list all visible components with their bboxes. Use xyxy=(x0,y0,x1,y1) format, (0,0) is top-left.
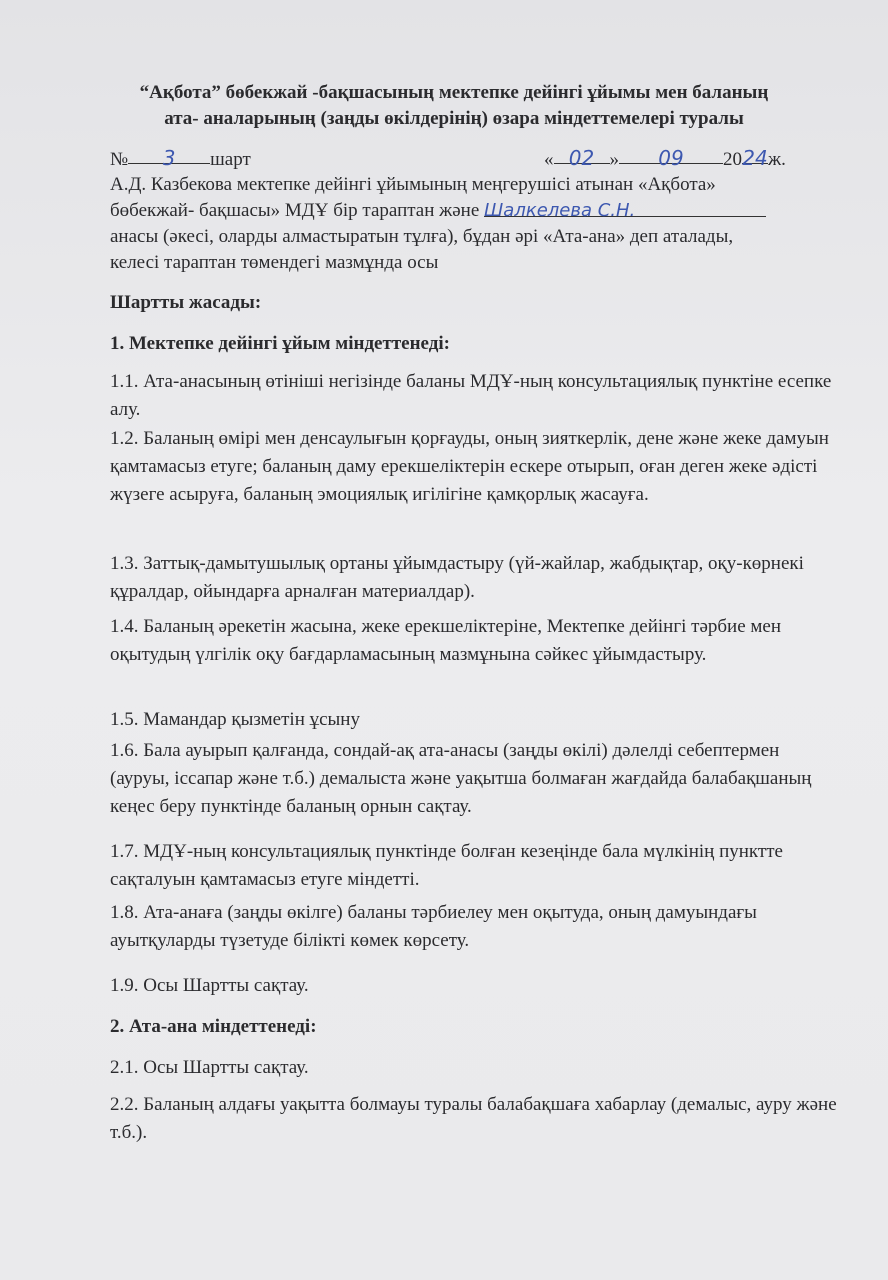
agreement-heading: Шартты жасады: xyxy=(110,292,262,313)
year-handwritten: 24 xyxy=(742,146,768,170)
day-handwritten: 02 xyxy=(568,146,595,170)
month-handwritten: 09 xyxy=(658,146,684,170)
title-line-1: “Ақбота” бөбекжай -бақшасының мектепке дейінгі ұйымы мен баланың xyxy=(139,82,769,103)
contract-number-handwritten: 3 xyxy=(162,146,176,170)
intro-line-4: келесі тараптан төмендегі мазмұнда осы xyxy=(110,252,439,273)
intro-line-1: А.Д. Казбекова мектепке дейінгі ұйымының меңгерушісі атынан «Ақбота» xyxy=(110,174,716,195)
section-1-heading: 1. Мектепке дейінгі ұйым міндеттенеді: xyxy=(110,333,450,354)
parent-name-field xyxy=(484,198,766,221)
month-field xyxy=(619,145,723,170)
year-unit: ж. xyxy=(768,149,786,170)
item-1-5: 1.5. Мамандар қызметін ұсыну xyxy=(110,709,360,730)
item-1-8: 1.8. Ата-анаға (заңды өкілге) баланы тәрбиелеу мен оқытуда, оның дамуындағы ауытқуларды түзетуде білікті көмек көрсету. xyxy=(110,902,757,951)
day-field xyxy=(554,145,610,170)
year-prefix: 20 xyxy=(723,149,742,170)
item-1-1: 1.1. Ата-анасының өтініші негізінде баланы МДҰ-ның консультациялық пунктіне есепке алу. xyxy=(110,371,832,420)
date-quote-close: » xyxy=(609,149,619,170)
item-1-9: 1.9. Осы Шартты сақтау. xyxy=(110,975,309,996)
intro-line-2 xyxy=(110,198,766,224)
contract-word: шарт xyxy=(210,149,251,170)
title-line-2: ата- аналарының (заңды өкілдерінің) өзара міндеттемелері туралы xyxy=(164,108,744,129)
intro-line-2-text: бөбекжай- бақшасы» МДҰ бір тараптан және xyxy=(110,200,480,221)
number-label: № xyxy=(110,149,129,170)
item-1-6: 1.6. Бала ауырып қалғанда, сондай-ақ ата-анасы (заңды өкілі) дәлелді себептермен (ауруы, іссапар және т.б.) демалыста және уақытша болмаған жағдайда балабақшаның кеңес беру пунктінде баланың орнын сақтау. xyxy=(110,740,812,817)
contract-date xyxy=(544,145,786,173)
item-1-7: 1.7. МДҰ-ның консультациялық пунктінде болған кезеңінде бала мүлкінің пунктте сақталуын қамтамасыз етуге міндетті. xyxy=(110,841,783,890)
item-1-4: 1.4. Баланың әрекетін жасына, жеке ерекшеліктеріне, Мектепке дейінгі тәрбие мен оқытудың үлгілік оқу бағдарламасының мазмұнына сәйкес ұйымдастыру. xyxy=(110,616,782,665)
document-title xyxy=(60,80,848,132)
item-1-2: 1.2. Баланың өмірі мен денсаулығын қорғауды, оның зияткерлік, дене және жеке дамуын қамтамасыз етуге; баланың даму ерекшеліктерін ескере отырып, оған деген жеке әдісті жүзеге асыруға, баланың эмоциялық игілігіне қамқорлық жасауға. xyxy=(110,428,829,505)
item-1-3: 1.3. Заттық-дамытушылық ортаны ұйымдастыру (үй-жайлар, жабдықтар, оқу-көрнекі құралдар, ойындарға арналған материалдар). xyxy=(110,553,804,602)
intro-line-3: анасы (әкесі, оларды алмастыратын тұлға), бұдан әрі «Ата-ана» деп аталады, xyxy=(110,226,734,247)
item-2-1: 2.1. Осы Шартты сақтау. xyxy=(110,1057,309,1078)
contract-number-line xyxy=(110,145,251,173)
number-field xyxy=(128,145,210,170)
year-field xyxy=(742,145,768,170)
date-quote-open: « xyxy=(544,149,554,170)
section-2-heading: 2. Ата-ана міндеттенеді: xyxy=(110,1016,317,1037)
parent-name-handwritten: Шалкелева С.Н. xyxy=(484,200,636,221)
item-2-2: 2.2. Баланың алдағы уақытта болмауы туралы балабақшаға хабарлау (демалыс, ауру және т.б.). xyxy=(110,1094,837,1143)
